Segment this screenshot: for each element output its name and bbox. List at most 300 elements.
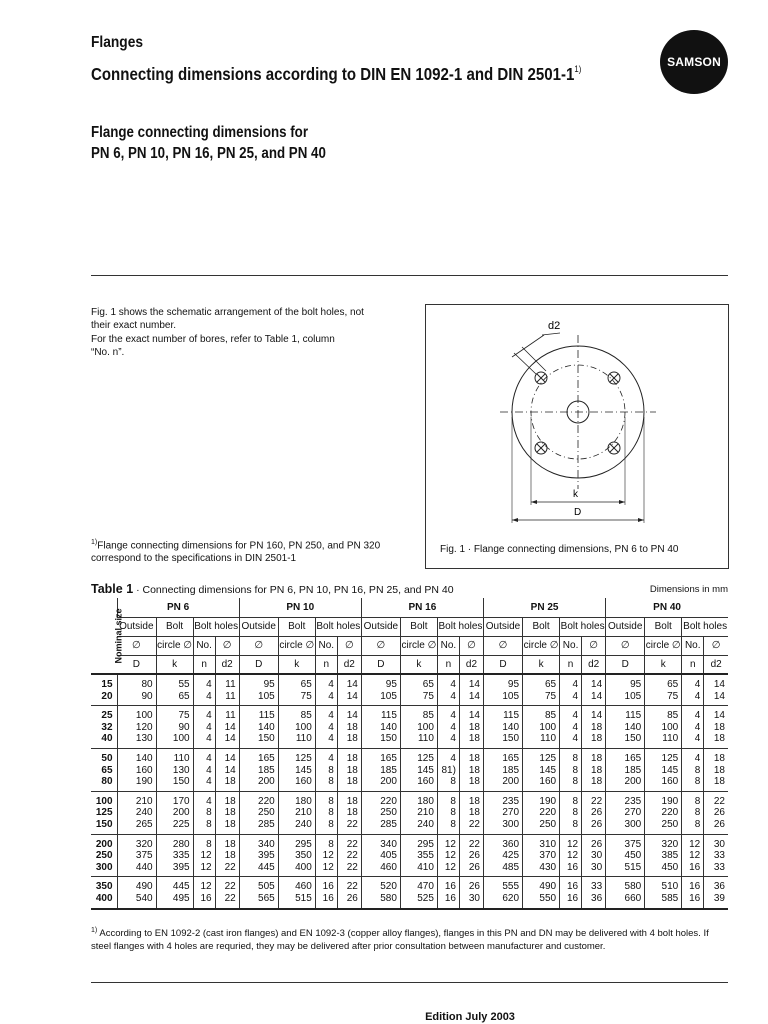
cell-value: 18 — [346, 752, 358, 764]
cell-value: 18 — [224, 795, 236, 807]
subtitle-line-2: PN 6, PN 10, PN 16, PN 25, and PN 40 — [91, 145, 326, 162]
cell-value: 16 — [322, 881, 334, 893]
cell-value: 4 — [572, 710, 579, 722]
table-cell — [459, 877, 483, 909]
cell-value: 115 — [503, 710, 520, 722]
nominal-size-value: 250 — [95, 850, 113, 862]
cell-value: 140 — [135, 752, 153, 764]
cell-value: 105 — [258, 690, 275, 702]
cell-value: 4 — [694, 679, 701, 690]
intro-line-2: their exact number. — [91, 320, 177, 332]
cell-value: 285 — [380, 818, 397, 830]
cell-value: 12 — [566, 838, 579, 850]
table-cell — [704, 748, 728, 791]
col-header-symbol: k — [523, 655, 560, 674]
cell-value: 125 — [295, 752, 312, 764]
cell-value: 12 — [200, 881, 212, 893]
cell-value: 4 — [450, 679, 456, 690]
cell-value: 4 — [572, 721, 579, 733]
cell-value: 8 — [694, 764, 701, 776]
table-cell — [523, 674, 560, 706]
table-cell — [156, 877, 193, 909]
cell-value: 4 — [694, 721, 701, 733]
cell-value: 14 — [346, 690, 358, 702]
cell-value: 8 — [572, 818, 579, 830]
col-header-symbol: k — [278, 655, 315, 674]
table-cell — [582, 674, 606, 706]
cell-value: 8 — [328, 838, 334, 850]
table-cell — [361, 834, 400, 877]
table-cell — [484, 791, 523, 834]
cell-value: 16 — [200, 892, 212, 904]
col-header-symbol: D — [239, 655, 278, 674]
cell-value: 22 — [224, 861, 236, 873]
col-header-hole-diameter: ∅ — [459, 636, 483, 655]
cell-value: 18 — [224, 776, 236, 788]
table-cell — [337, 706, 361, 749]
table-cell — [361, 674, 400, 706]
page-title — [91, 64, 581, 85]
cell-value: 26 — [468, 861, 480, 873]
cell-value: 580 — [624, 881, 642, 893]
cell-value: 11 — [225, 710, 236, 722]
cell-value: 4 — [572, 733, 579, 745]
cell-value: 225 — [172, 818, 190, 830]
cell-value: 22 — [346, 861, 358, 873]
header-row-symbols — [91, 655, 728, 674]
nominal-size-value: 350 — [95, 881, 113, 893]
cell-value: 85 — [544, 710, 557, 722]
bolt-hole-bottom-right — [608, 442, 620, 454]
col-header-diameter: ∅ — [117, 636, 156, 655]
cell-value: 165 — [258, 752, 275, 764]
nominal-size-cell — [91, 834, 117, 877]
cell-value: 33 — [591, 881, 603, 893]
table-cell — [337, 877, 361, 909]
cell-value: 75 — [544, 690, 557, 702]
cell-value: 620 — [502, 892, 520, 904]
cell-value: 100 — [135, 710, 153, 722]
cell-value: 210 — [417, 807, 434, 819]
table-caption-label: Table 1 — [91, 582, 134, 596]
D-arrow-right — [638, 518, 644, 522]
cell-value: 100 — [539, 721, 557, 733]
col-header-diameter: ∅ — [239, 636, 278, 655]
cell-value: 8 — [206, 807, 212, 819]
table-cell — [606, 748, 645, 791]
cell-value: 30 — [591, 850, 603, 862]
cell-value: 14 — [713, 690, 725, 702]
cell-value: 75 — [178, 710, 190, 722]
cell-value: 14 — [713, 679, 725, 690]
pn-group-header: PN 16 — [361, 598, 483, 617]
cell-value: 340 — [380, 838, 397, 850]
cell-value: 355 — [417, 850, 434, 862]
table-cell — [645, 748, 682, 791]
table-cell — [582, 791, 606, 834]
table-cell — [606, 791, 645, 834]
table-cell — [215, 877, 239, 909]
d2-dimension-line — [512, 335, 544, 357]
table-row-group — [91, 791, 728, 834]
col-header-outside: Outside — [117, 617, 156, 636]
table-cell — [523, 834, 560, 877]
table-cell — [315, 834, 337, 877]
col-header-symbol: n — [193, 655, 215, 674]
k-label: k — [573, 489, 578, 500]
table-cell — [315, 706, 337, 749]
cell-value: 16 — [566, 892, 579, 904]
table-footnote-mark: 1) — [91, 927, 98, 934]
cell-value: 235 — [502, 795, 520, 807]
table-cell — [361, 706, 400, 749]
cell-value: 270 — [624, 807, 642, 819]
col-header-no: No. — [315, 636, 337, 655]
cell-value: 385 — [661, 850, 679, 862]
col-header-bolt-holes: Bolt holes — [315, 617, 361, 636]
cell-value: 65 — [544, 679, 557, 690]
table-cell — [682, 834, 704, 877]
col-header-bolt: Bolt — [278, 617, 315, 636]
cell-value: 140 — [624, 721, 642, 733]
cell-value: 240 — [417, 818, 434, 830]
figure-frame — [425, 304, 729, 569]
cell-value: 8 — [450, 776, 456, 788]
table-cell — [193, 674, 215, 706]
cell-value: 220 — [258, 795, 275, 807]
table-cell — [400, 791, 437, 834]
table-cell — [437, 791, 459, 834]
cell-value: 470 — [417, 881, 434, 893]
cell-value: 8 — [328, 807, 334, 819]
cell-value: 8 — [450, 807, 456, 819]
cell-value: 8 — [572, 764, 579, 776]
cell-value: 16 — [689, 892, 701, 904]
cell-value: 220 — [661, 807, 679, 819]
table-cell — [239, 877, 278, 909]
cell-value: 16 — [444, 881, 456, 893]
col-header-outside: Outside — [361, 617, 400, 636]
cell-value: 270 — [502, 807, 520, 819]
table-cell — [606, 877, 645, 909]
table-cell — [437, 834, 459, 877]
cell-value: 18 — [591, 733, 603, 745]
table-cell — [117, 834, 156, 877]
cell-value: 75 — [300, 690, 312, 702]
nominal-size-value: 80 — [101, 776, 113, 788]
cell-value: 26 — [591, 818, 603, 830]
cell-value: 14 — [591, 710, 603, 722]
cell-value: 660 — [624, 892, 642, 904]
cell-value: 14 — [468, 690, 480, 702]
cell-value: 18 — [468, 807, 480, 819]
cell-value: 14 — [224, 764, 236, 776]
cell-value: 185 — [624, 764, 642, 776]
cell-value: 14 — [468, 679, 480, 690]
table-cell — [704, 674, 728, 706]
cell-value: 4 — [450, 710, 456, 722]
cell-value: 18 — [468, 795, 480, 807]
table-cell — [400, 877, 437, 909]
table-cell — [239, 706, 278, 749]
cell-value: 18 — [346, 795, 358, 807]
edition-label: Edition July 2003 — [425, 1011, 515, 1023]
cell-value: 8 — [328, 764, 334, 776]
cell-value: 4 — [206, 690, 212, 702]
cell-value: 100 — [661, 721, 679, 733]
cell-value: 26 — [468, 850, 480, 862]
cell-value: 8 — [572, 776, 579, 788]
cell-value: 39 — [713, 892, 725, 904]
col-header-symbol: n — [315, 655, 337, 674]
d2-label-leader — [542, 333, 560, 335]
table-cell — [193, 834, 215, 877]
cell-value: 335 — [172, 850, 190, 862]
table-cell — [400, 706, 437, 749]
divider-bottom — [91, 982, 728, 983]
cell-value: 18 — [713, 764, 725, 776]
cell-value: 160 — [661, 776, 679, 788]
table-cell — [361, 748, 400, 791]
cell-value: 4 — [206, 776, 212, 788]
col-header-no: No. — [193, 636, 215, 655]
table-cell — [582, 877, 606, 909]
cell-value: 4 — [206, 733, 212, 745]
cell-value: 18 — [224, 850, 236, 862]
nominal-size-value: 40 — [101, 733, 113, 745]
cell-value: 250 — [539, 818, 557, 830]
cell-value: 4 — [694, 752, 701, 764]
table-cell — [400, 748, 437, 791]
col-header-circle-diameter: circle ∅ — [523, 636, 560, 655]
table-cell — [156, 791, 193, 834]
table-cell — [560, 748, 582, 791]
cell-value: 18 — [346, 733, 358, 745]
cell-value: 12 — [689, 838, 701, 850]
table-cell — [337, 674, 361, 706]
col-header-bolt: Bolt — [156, 617, 193, 636]
cell-value: 450 — [661, 861, 679, 873]
col-header-bolt-holes: Bolt holes — [193, 617, 239, 636]
bolt-hole-bottom-left — [535, 442, 547, 454]
cell-value: 125 — [661, 752, 679, 764]
table-cell — [459, 834, 483, 877]
table-cell — [156, 748, 193, 791]
cell-value: 85 — [300, 710, 312, 722]
table-cell — [278, 748, 315, 791]
subtitle — [91, 122, 326, 164]
table-cell — [437, 674, 459, 706]
intro-text — [91, 306, 411, 359]
table-cell — [560, 834, 582, 877]
cell-value: 65 — [300, 679, 312, 690]
cell-value: 4 — [572, 679, 579, 690]
cell-value: 105 — [502, 690, 520, 702]
cell-value: 4 — [206, 764, 212, 776]
section-title: Flanges — [91, 34, 144, 51]
cell-value: 8 — [572, 752, 579, 764]
cell-value: 240 — [135, 807, 153, 819]
cell-value: 375 — [624, 838, 642, 850]
cell-value: 12 — [200, 861, 212, 873]
table-cell — [400, 834, 437, 877]
figure-note-mark: 1) — [91, 539, 98, 546]
cell-value: 100 — [172, 733, 190, 745]
cell-value: 485 — [502, 861, 520, 873]
samson-logo: SAMSON — [660, 30, 728, 94]
col-header-circle-diameter: circle ∅ — [156, 636, 193, 655]
cell-value: 14 — [224, 752, 236, 764]
cell-value: 295 — [417, 838, 434, 850]
flange-diagram — [426, 305, 728, 568]
cell-value: 8 — [206, 818, 212, 830]
table-cell — [645, 877, 682, 909]
cell-value: 440 — [135, 861, 153, 873]
cell-value: 65 — [667, 679, 679, 690]
table-cell — [239, 748, 278, 791]
cell-value: 375 — [135, 850, 153, 862]
cell-value: 75 — [667, 690, 679, 702]
cell-value: 14 — [346, 710, 358, 722]
table-cell — [560, 877, 582, 909]
cell-value: 120 — [135, 721, 153, 733]
col-header-hole-diameter: ∅ — [582, 636, 606, 655]
table-row-group — [91, 706, 728, 749]
table-cell — [523, 877, 560, 909]
cell-value: 100 — [417, 721, 434, 733]
cell-value: 200 — [502, 776, 520, 788]
cell-value: 4 — [328, 679, 334, 690]
subtitle-line-1: Flange connecting dimensions for — [91, 124, 309, 141]
cell-value: 26 — [713, 818, 725, 830]
cell-value: 185 — [258, 764, 275, 776]
pn-group-header: PN 25 — [484, 598, 606, 617]
cell-value: 18 — [713, 752, 725, 764]
cell-value: 11 — [225, 679, 236, 690]
nominal-size-value: 100 — [95, 795, 113, 807]
cell-value: 12 — [322, 850, 334, 862]
nominal-size-value: 32 — [101, 721, 113, 733]
cell-value: 55 — [178, 679, 190, 690]
table-cell — [484, 674, 523, 706]
cell-value: 360 — [502, 838, 520, 850]
cell-value: 140 — [258, 721, 275, 733]
cell-value: 150 — [258, 733, 275, 745]
table-cell — [606, 674, 645, 706]
cell-value: 280 — [172, 838, 190, 850]
cell-value: 18 — [591, 776, 603, 788]
cell-value: 4 — [450, 733, 456, 745]
cell-value: 460 — [295, 881, 312, 893]
cell-value: 145 — [661, 764, 679, 776]
table-cell — [459, 674, 483, 706]
col-header-symbol: d2 — [582, 655, 606, 674]
cell-value: 580 — [380, 892, 397, 904]
pn-group-header: PN 40 — [606, 598, 728, 617]
cell-value: 130 — [135, 733, 153, 745]
table-cell — [117, 674, 156, 706]
cell-value: 110 — [417, 733, 434, 745]
col-header-bolt: Bolt — [523, 617, 560, 636]
col-header-circle-diameter: circle ∅ — [645, 636, 682, 655]
cell-value: 430 — [539, 861, 557, 873]
cell-value: 200 — [172, 807, 190, 819]
cell-value: 310 — [539, 838, 557, 850]
cell-value: 16 — [689, 861, 701, 873]
table-cell — [645, 791, 682, 834]
cell-value: 185 — [380, 764, 397, 776]
col-header-symbol: n — [682, 655, 704, 674]
cell-value: 160 — [539, 776, 557, 788]
table-cell — [361, 791, 400, 834]
cell-value: 18 — [591, 721, 603, 733]
figure-caption: Fig. 1 · Flange connecting dimensions, PN 6 to PN 40 — [440, 544, 679, 555]
cell-value: 125 — [539, 752, 557, 764]
nominal-size-header — [91, 598, 124, 674]
dimensions-table — [91, 598, 728, 910]
cell-value: 8 — [328, 818, 334, 830]
page-title-text: Connecting dimensions according to DIN EN 1092-1 and DIN 2501-1 — [91, 64, 575, 84]
col-header-circle-diameter: circle ∅ — [278, 636, 315, 655]
nominal-size-value: 300 — [95, 861, 113, 873]
table-footnote-text: According to EN 1092-2 (cast iron flanges) and EN 1092-3 (copper alloy flanges), flanges in this PN and DN may be delivered with 4 bolt holes. If steel flanges with 4 holes are requried, they may be delivered after prior consultation between manufacturer and customer. — [91, 928, 709, 952]
cell-value: 12 — [322, 861, 334, 873]
cell-value: 300 — [624, 818, 642, 830]
cell-value: 8 — [694, 818, 701, 830]
cell-value: 405 — [380, 850, 397, 862]
d2-label: d2 — [548, 320, 561, 332]
table-cell — [337, 834, 361, 877]
cell-value: 14 — [713, 710, 725, 722]
cell-value: 220 — [539, 807, 557, 819]
table-cell — [215, 834, 239, 877]
divider-top — [91, 275, 728, 276]
table-cell — [704, 834, 728, 877]
cell-value: 490 — [539, 881, 557, 893]
cell-value: 14 — [591, 679, 603, 690]
cell-value: 160 — [295, 776, 312, 788]
nominal-size-value: 25 — [101, 710, 113, 722]
table-cell — [682, 877, 704, 909]
cell-value: 4 — [328, 752, 334, 764]
cell-value: 4 — [572, 690, 579, 702]
table-cell — [682, 706, 704, 749]
cell-value: 4 — [450, 690, 456, 702]
nominal-size-cell — [91, 791, 117, 834]
cell-value: 150 — [502, 733, 520, 745]
cell-value: 8 — [450, 795, 456, 807]
table-row-group — [91, 674, 728, 706]
table-cell — [361, 877, 400, 909]
cell-value: 22 — [713, 795, 725, 807]
col-header-bolt: Bolt — [400, 617, 437, 636]
cell-value: 95 — [507, 679, 520, 690]
cell-value: 170 — [172, 795, 190, 807]
table-cell — [437, 706, 459, 749]
col-header-symbol: d2 — [459, 655, 483, 674]
cell-value: 22 — [224, 881, 236, 893]
cell-value: 8 — [206, 838, 212, 850]
cell-value: 130 — [172, 764, 190, 776]
cell-value: 4 — [328, 721, 334, 733]
cell-value: 185 — [502, 764, 520, 776]
table-cell — [117, 791, 156, 834]
cell-value: 200 — [624, 776, 642, 788]
nominal-size-value: 200 — [95, 838, 113, 850]
cell-value: 18 — [346, 776, 358, 788]
cell-value: 4 — [206, 679, 212, 690]
cell-value: 12 — [444, 861, 456, 873]
